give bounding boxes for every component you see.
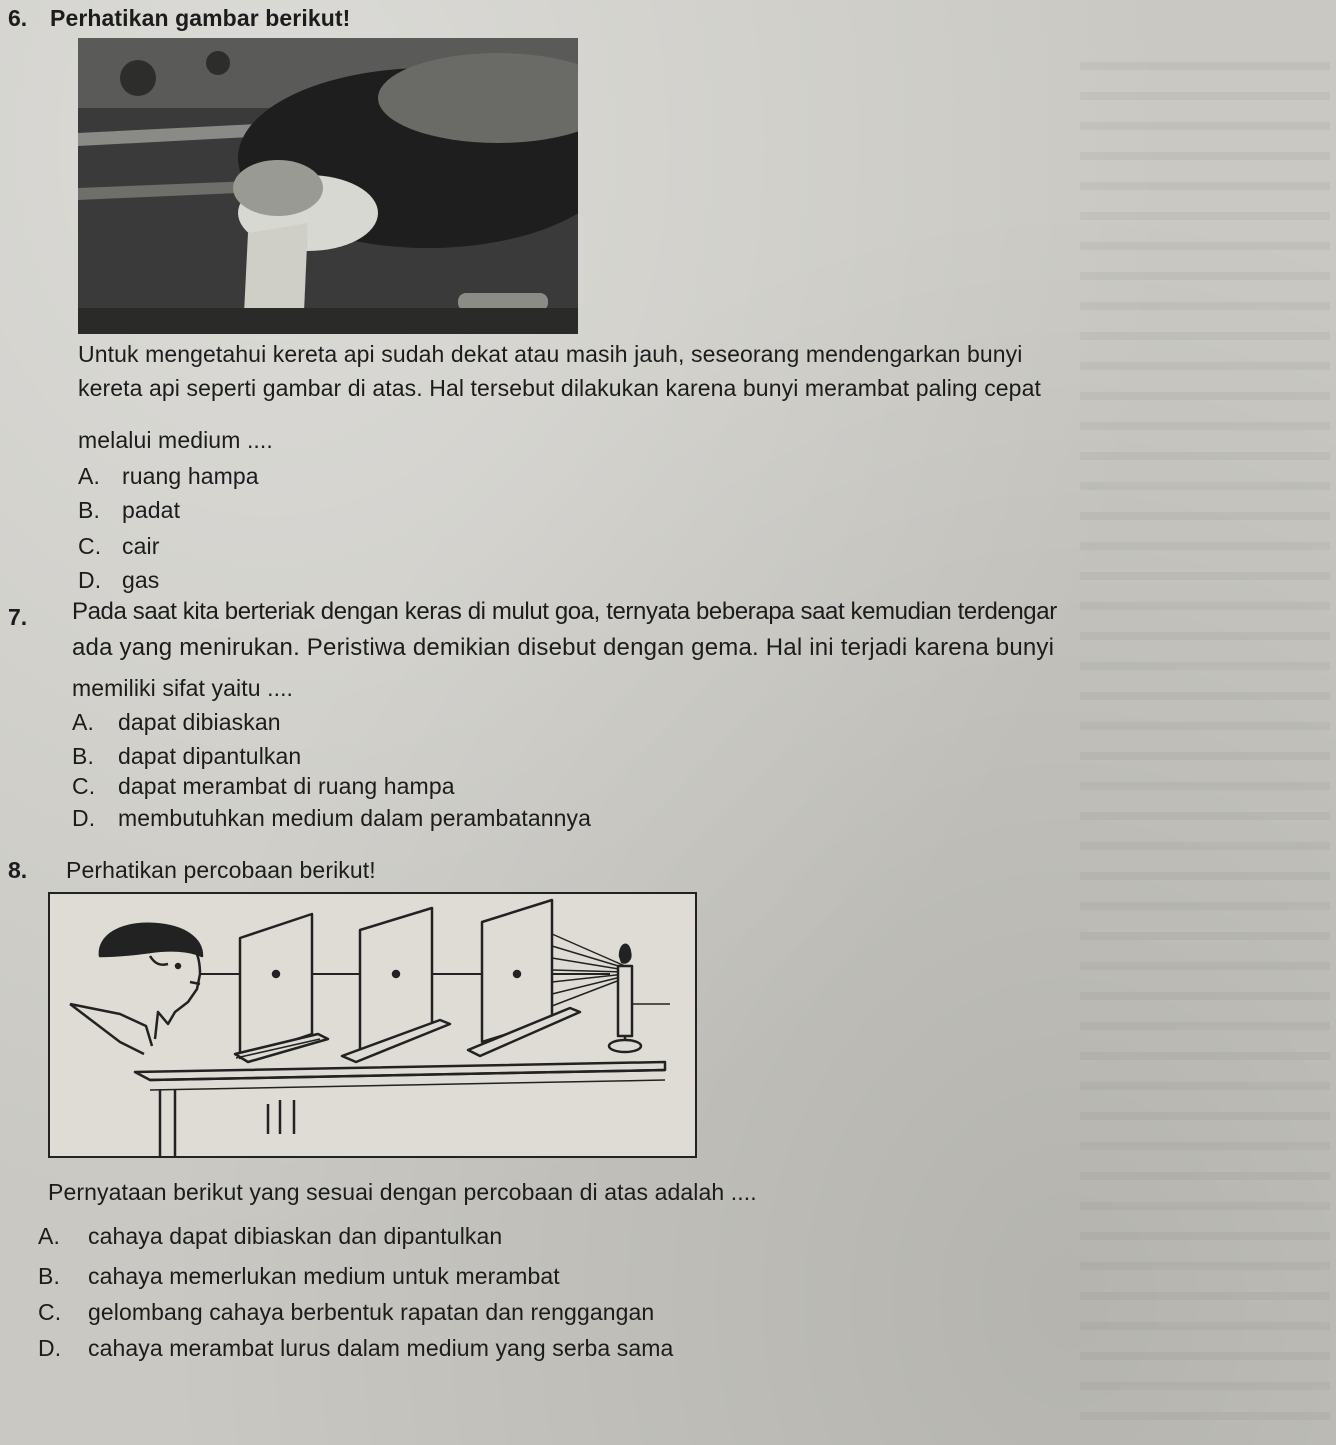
question-8-statement: Pernyataan berikut yang sesuai dengan percobaan di atas adalah ....: [48, 1179, 757, 1205]
show-through-text: [1080, 40, 1330, 1430]
question-8-option-c-letter: C.: [38, 1299, 62, 1325]
question-7-option-b-text: dapat dipantulkan: [118, 743, 302, 769]
question-7-option-b-letter: B.: [72, 743, 94, 769]
question-7-line-2: ada yang menirukan. Peristiwa demikian disebut dengan gema. Hal ini terjadi karena bunyi: [72, 634, 1055, 661]
question-6-option-b-text: padat: [122, 497, 181, 523]
question-8-option-b-letter: B.: [38, 1263, 60, 1289]
question-8-option-d-text: cahaya merambat lurus dalam medium yang serba sama: [88, 1335, 674, 1361]
question-7-option-c-letter: C.: [72, 773, 96, 799]
question-7-option-d-text: membutuhkan medium dalam perambatannya: [118, 805, 591, 831]
question-8-option-b-text: cahaya memerlukan medium untuk merambat: [88, 1263, 560, 1289]
train-listening-photo: [78, 38, 578, 334]
question-6-option-c-text: cair: [122, 533, 160, 559]
question-8-option-a-letter: A.: [38, 1223, 60, 1249]
question-7-line-1: Pada saat kita berteriak dengan keras di mulut goa, ternyata beberapa saat kemudian terdengar: [72, 598, 1057, 625]
question-6-option-d-text: gas: [122, 567, 160, 593]
question-6-option-d-letter: D.: [78, 567, 102, 593]
question-6-option-a-text: ruang hampa: [122, 463, 259, 489]
question-7-option-d-letter: D.: [72, 805, 96, 831]
question-6-number: 6.: [8, 5, 28, 31]
question-8-option-d-letter: D.: [38, 1335, 62, 1361]
question-7-line-3: memiliki sifat yaitu ....: [72, 675, 294, 701]
question-6-option-a-letter: A.: [78, 463, 100, 489]
question-7-option-a-letter: A.: [72, 709, 94, 735]
question-6-option-c-letter: C.: [78, 533, 102, 559]
question-6-option-b-letter: B.: [78, 497, 100, 523]
question-6-caption-line-3: melalui medium ....: [78, 427, 273, 453]
question-6-prompt: Perhatikan gambar berikut!: [50, 5, 351, 31]
question-7-option-a-text: dapat dibiaskan: [118, 709, 281, 735]
question-6-caption-line-2: kereta api seperti gambar di atas. Hal tersebut dilakukan karena bunyi merambat paling cepat: [78, 375, 1041, 401]
question-8-number: 8.: [8, 857, 28, 883]
light-experiment-illustration: [48, 892, 697, 1158]
question-8-option-a-text: cahaya dapat dibiaskan dan dipantulkan: [88, 1223, 503, 1249]
question-7-number: 7.: [8, 604, 28, 630]
question-8-prompt: Perhatikan percobaan berikut!: [66, 857, 376, 883]
question-7-option-c-text: dapat merambat di ruang hampa: [118, 773, 455, 799]
question-6-caption-line-1: Untuk mengetahui kereta api sudah dekat atau masih jauh, seseorang mendengarkan bunyi: [78, 341, 1023, 367]
question-8-option-c-text: gelombang cahaya berbentuk rapatan dan renggangan: [88, 1299, 655, 1325]
